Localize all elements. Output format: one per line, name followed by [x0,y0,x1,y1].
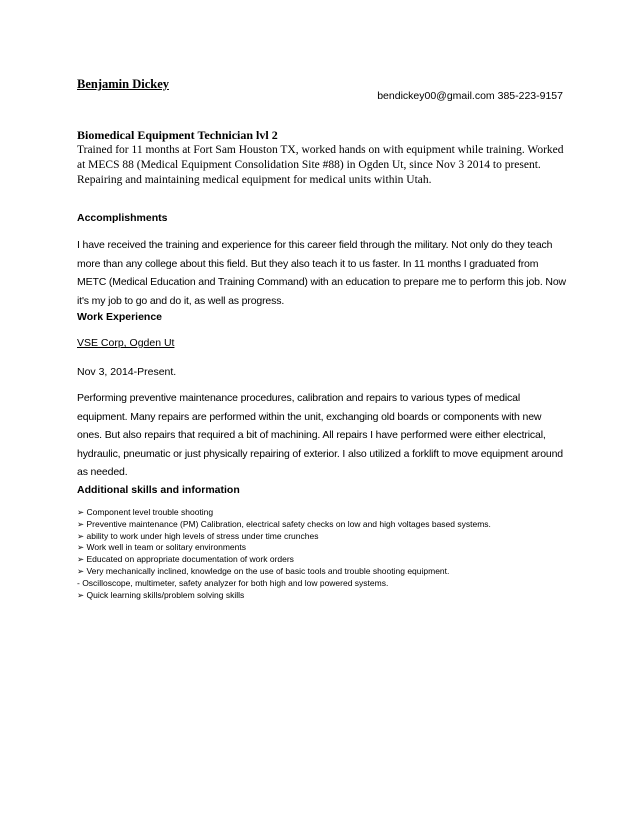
skill-item: ➢ Preventive maintenance (PM) Calibration, electrical safety checks on low and high voltages based systems. [77,518,491,529]
skills-list [77,507,491,601]
skill-item: ➢ Educated on appropriate documentation of work orders [77,554,294,565]
skill-item: ➢ Very mechanically inclined, knowledge on the use of basic tools and trouble shooting equipment. [77,565,450,576]
accomplishments-heading: Accomplishments [77,212,168,224]
summary-paragraph: Trained for 11 months at Fort Sam Houston TX, worked hands on with equipment while training. Worked at MECS 88 (Medical Equipment Consolidation Site #88) in Ogden Ut, since Nov 3 2014 to present. Repairing and maintaining medical equipment for medical units within Utah. [77,144,564,186]
skills-heading: Additional skills and information [77,484,240,496]
work-experience-heading: Work Experience [77,311,163,323]
job-title: Biomedical Equipment Technician lvl 2 [77,128,278,142]
employer-name: VSE Corp, Ogden Ut [77,337,175,349]
candidate-name: Benjamin Dickey [77,77,170,91]
skill-item: ➢ ability to work under high levels of stress under time crunches [77,530,319,541]
skill-item: ➢ Quick learning skills/problem solving skills [77,589,245,600]
work-description: Performing preventive maintenance procedures, calibration and repairs to various types of medical equipment. Many repairs are performed within the unit, exchanging old boards or components with new ones. But also repairs that required a bit of machining. All repairs I have performed were either electrical, hydraulic, pneumatic or just physically repairing of exterior. I also utilized a forklift to move equipment around as needed. [77,392,563,478]
contact-info: bendickey00@gmail.com 385-223-9157 [377,90,563,102]
skill-item: ➢ Component level trouble shooting [77,507,214,517]
accomplishments-paragraph: I have received the training and experience for this career field through the military. Not only do they teach more than any college about this field. But they also teach it to us faster. In 11 months I graduated from METC (Medical Education and Training Command) with an education to prepare me to perform this job. Now it's my job to go and do it, as well as progress. [77,239,566,307]
employment-dates: Nov 3, 2014-Present. [77,366,177,378]
skill-item: - Oscilloscope, multimeter, safety analyzer for both high and low powered systems. [77,577,389,588]
skill-item: ➢ Work well in team or solitary environments [77,542,246,553]
